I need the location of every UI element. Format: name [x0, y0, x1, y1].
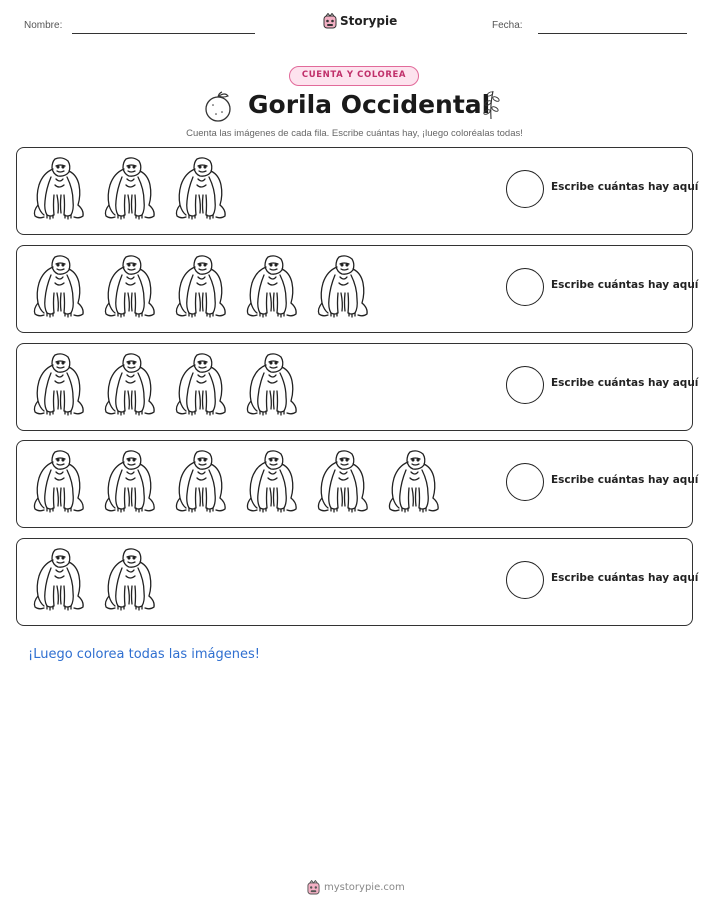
answer-circle[interactable] [506, 561, 544, 599]
orange-fruit-icon [203, 90, 233, 122]
gorilla-group [29, 448, 445, 514]
date-label: Fecha: [492, 20, 523, 31]
page-title: Gorila Occidental [248, 90, 491, 119]
gorilla-icon [29, 155, 90, 221]
activity-badge: CUENTA Y COLOREA [289, 66, 419, 86]
answer-circle[interactable] [506, 366, 544, 404]
gorilla-icon [100, 351, 161, 417]
name-field-line[interactable] [72, 33, 255, 34]
gorilla-group [29, 546, 161, 612]
answer-label: Escribe cuántas hay aquí [551, 474, 699, 486]
gorilla-icon [313, 253, 374, 319]
answer-label: Escribe cuántas hay aquí [551, 181, 699, 193]
storypie-mascot-icon [307, 880, 320, 895]
answer-label: Escribe cuántas hay aquí [551, 377, 699, 389]
gorilla-icon [29, 351, 90, 417]
brand-name: Storypie [340, 14, 398, 28]
instructions-text: Cuenta las imágenes de cada fila. Escribe cuántas hay, ¡luego coloréalas todas! [186, 128, 523, 139]
gorilla-group [29, 351, 303, 417]
count-row-2 [16, 245, 699, 333]
name-label: Nombre: [24, 20, 63, 31]
answer-label: Escribe cuántas hay aquí [551, 572, 699, 584]
gorilla-icon [100, 546, 161, 612]
leafy-branch-icon [482, 90, 500, 120]
gorilla-group [29, 155, 232, 221]
footer-brand-url: mystorypie.com [324, 882, 405, 893]
answer-circle[interactable] [506, 170, 544, 208]
answer-circle[interactable] [506, 268, 544, 306]
title-row [0, 88, 709, 128]
gorilla-icon [100, 155, 161, 221]
gorilla-icon [29, 253, 90, 319]
answer-label: Escribe cuántas hay aquí [551, 279, 699, 291]
storypie-mascot-icon [323, 13, 337, 29]
answer-circle[interactable] [506, 463, 544, 501]
gorilla-group [29, 253, 374, 319]
gorilla-icon [171, 155, 232, 221]
gorilla-icon [100, 448, 161, 514]
date-field-line[interactable] [538, 33, 687, 34]
brand-logo [323, 13, 397, 29]
gorilla-icon [29, 546, 90, 612]
gorilla-icon [313, 448, 374, 514]
gorilla-icon [384, 448, 445, 514]
gorilla-icon [29, 448, 90, 514]
gorilla-icon [242, 448, 303, 514]
gorilla-icon [242, 351, 303, 417]
gorilla-icon [171, 448, 232, 514]
gorilla-icon [171, 351, 232, 417]
gorilla-icon [171, 253, 232, 319]
count-row-1 [16, 147, 699, 235]
count-row-5 [16, 538, 699, 626]
footer-note: ¡Luego colorea todas las imágenes! [28, 647, 260, 662]
gorilla-icon [242, 253, 303, 319]
gorilla-icon [100, 253, 161, 319]
footer-brand[interactable] [307, 880, 405, 895]
count-row-3 [16, 343, 699, 431]
count-row-4 [16, 440, 699, 528]
